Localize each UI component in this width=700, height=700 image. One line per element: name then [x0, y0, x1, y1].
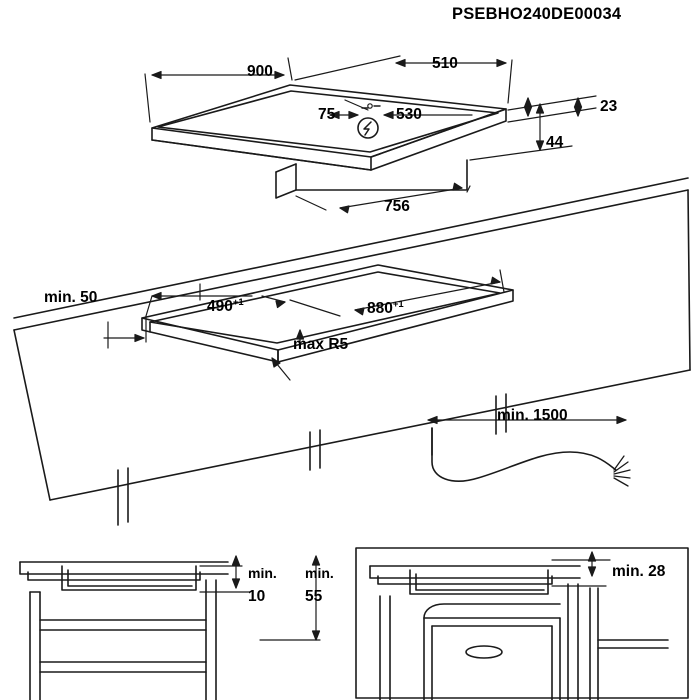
dim-label-490: $490^{+1}$ — [207, 297, 244, 316]
dim-min50 — [104, 316, 146, 348]
document-code: PSEBHO240DE00034 — [452, 5, 622, 23]
dim-510 — [295, 56, 512, 103]
dim-label-min-55-word: min. — [305, 565, 334, 581]
dim-label-75: 75 — [318, 106, 336, 123]
dim-label-min50: min. 50 — [44, 289, 98, 306]
dim-label-min28: min. 28 — [612, 563, 666, 580]
dim-label-10: 10 — [248, 588, 266, 605]
dim-label-530: 530 — [396, 106, 422, 123]
worktop-legs — [118, 394, 506, 525]
cable-diagram — [432, 428, 630, 486]
dim-label-55: 55 — [305, 588, 323, 605]
dim-label-900: 900 — [247, 63, 273, 80]
section-left — [20, 562, 228, 700]
dim-23 — [508, 96, 596, 122]
dim-label-max-r5: max R5 — [293, 336, 349, 353]
dim-756 — [296, 183, 470, 213]
dim-label-756: 756 — [384, 198, 410, 215]
dim-label-min1500: min. 1500 — [497, 407, 568, 424]
dim-label-880: $880^{+1}$ — [367, 299, 404, 318]
dim-label-44: 44 — [546, 134, 564, 151]
power-symbol-icon — [358, 118, 378, 138]
dim-label-510: 510 — [432, 55, 458, 72]
dim-label-23: 23 — [600, 98, 618, 115]
dim-min28 — [552, 552, 610, 586]
worktop-surface — [14, 178, 690, 500]
dim-label-min-10-word: min. — [248, 565, 277, 581]
